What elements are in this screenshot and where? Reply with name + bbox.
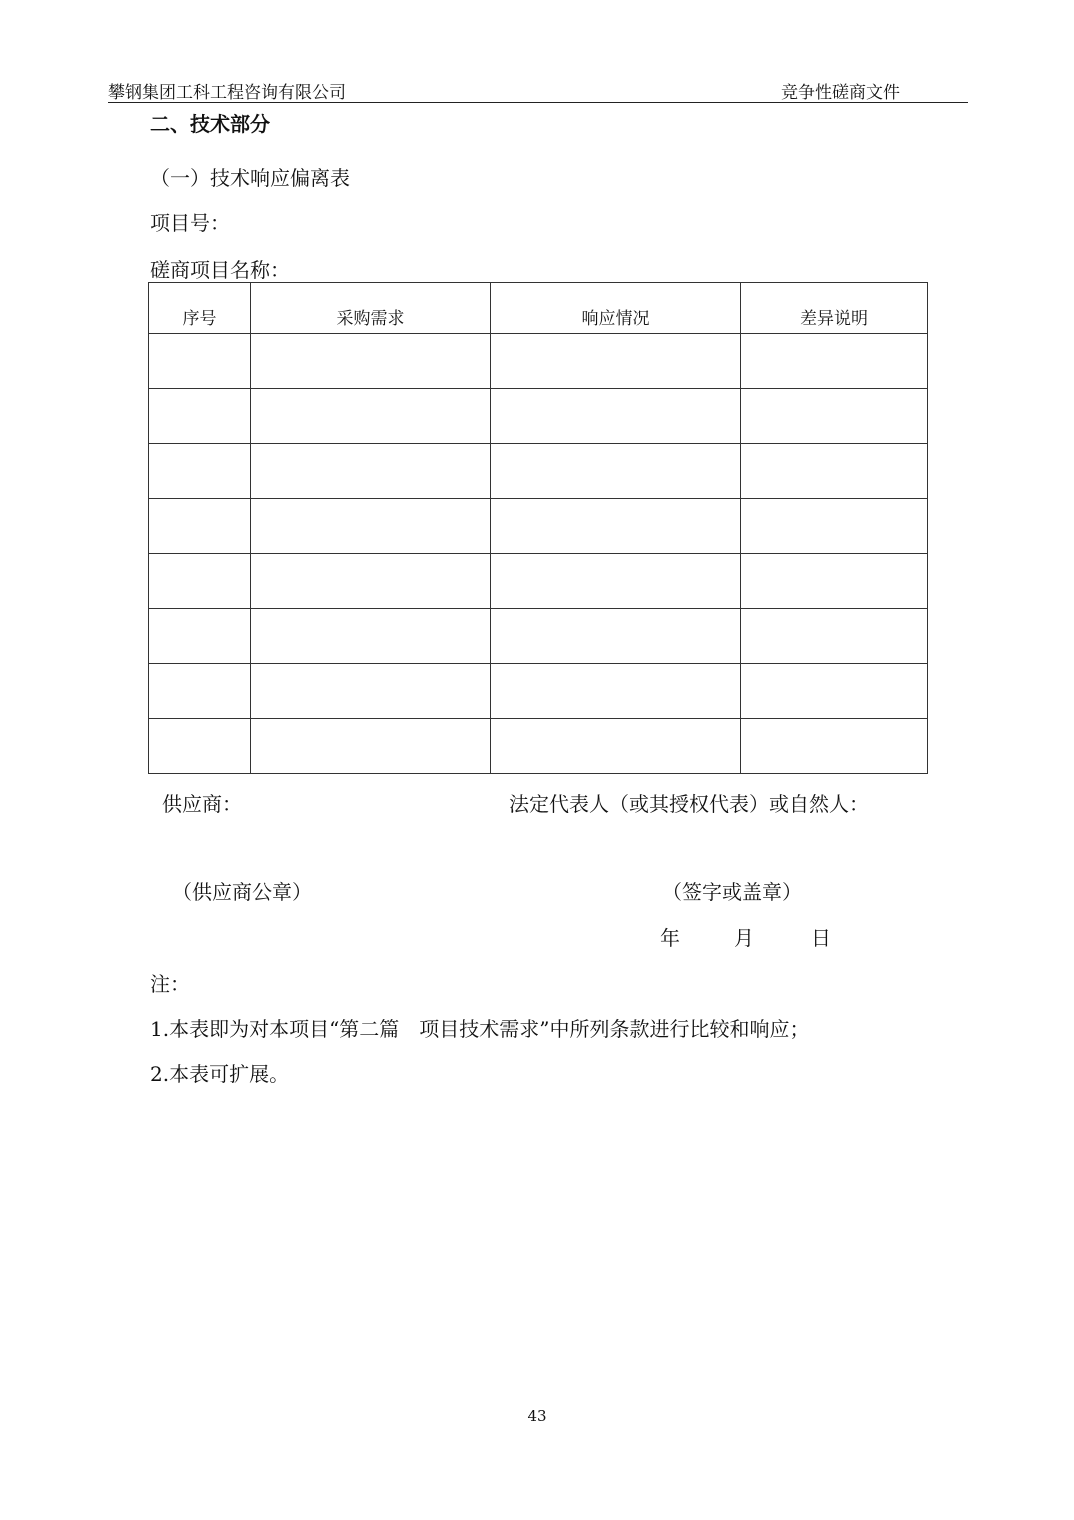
header-doc-type: 竞争性磋商文件	[781, 83, 900, 103]
table-cell	[741, 664, 928, 719]
table-cell	[149, 609, 251, 664]
table-row	[149, 609, 928, 664]
date-day-label: 日	[811, 926, 831, 950]
project-no-label: 项目号：	[150, 211, 230, 235]
table-cell	[251, 609, 491, 664]
table-cell	[741, 444, 928, 499]
table-cell	[149, 554, 251, 609]
header-cell-requirement: 采购需求	[251, 283, 491, 334]
table-cell	[251, 664, 491, 719]
table-cell	[251, 444, 491, 499]
project-name-label: 磋商项目名称：	[150, 258, 290, 282]
table-row	[149, 499, 928, 554]
table-cell	[491, 499, 741, 554]
date-year-label: 年	[660, 926, 680, 950]
table-cell	[251, 334, 491, 389]
table-cell	[491, 719, 741, 774]
note-item: 1.本表即为对本项目“第二篇 项目技术需求”中所列条款进行比较和响应；	[150, 1017, 810, 1041]
table-cell	[741, 334, 928, 389]
note-item: 2.本表可扩展。	[150, 1062, 290, 1086]
table-cell	[149, 444, 251, 499]
table-cell	[491, 554, 741, 609]
table-cell	[741, 554, 928, 609]
supplier-seal-label: （供应商公章）	[172, 880, 312, 904]
table-cell	[251, 719, 491, 774]
supplier-label: 供应商：	[162, 792, 242, 816]
table-cell	[491, 609, 741, 664]
sign-or-seal-label: （签字或盖章）	[662, 880, 802, 904]
table-header-row	[149, 283, 928, 334]
page-number: 43	[527, 1407, 547, 1425]
table-row	[149, 664, 928, 719]
table-cell	[149, 389, 251, 444]
header-cell-response: 响应情况	[491, 283, 741, 334]
table-cell	[251, 389, 491, 444]
table-cell	[491, 444, 741, 499]
table-cell	[251, 554, 491, 609]
table-row	[149, 554, 928, 609]
table-cell	[149, 719, 251, 774]
table-cell	[149, 664, 251, 719]
table-row	[149, 719, 928, 774]
deviation-table	[148, 282, 928, 774]
table-cell	[251, 499, 491, 554]
section-title: 二、技术部分	[150, 112, 270, 136]
date-month-label: 月	[734, 926, 754, 950]
table-cell	[491, 334, 741, 389]
subsection-title: （一）技术响应偏离表	[150, 166, 350, 190]
table-cell	[741, 609, 928, 664]
table-cell	[741, 719, 928, 774]
table-cell	[491, 389, 741, 444]
legal-rep-label: 法定代表人（或其授权代表）或自然人：	[509, 792, 869, 816]
header-cell-difference: 差异说明	[741, 283, 928, 334]
header-company: 攀钢集团工科工程咨询有限公司	[108, 83, 346, 103]
table-row	[149, 444, 928, 499]
table-cell	[149, 499, 251, 554]
table-cell	[741, 499, 928, 554]
table-cell	[491, 664, 741, 719]
header-rule	[108, 102, 968, 103]
table-row	[149, 389, 928, 444]
table-cell	[741, 389, 928, 444]
header-cell-seq: 序号	[149, 283, 251, 334]
table-cell	[149, 334, 251, 389]
notes-heading: 注：	[150, 972, 190, 996]
table-row	[149, 334, 928, 389]
